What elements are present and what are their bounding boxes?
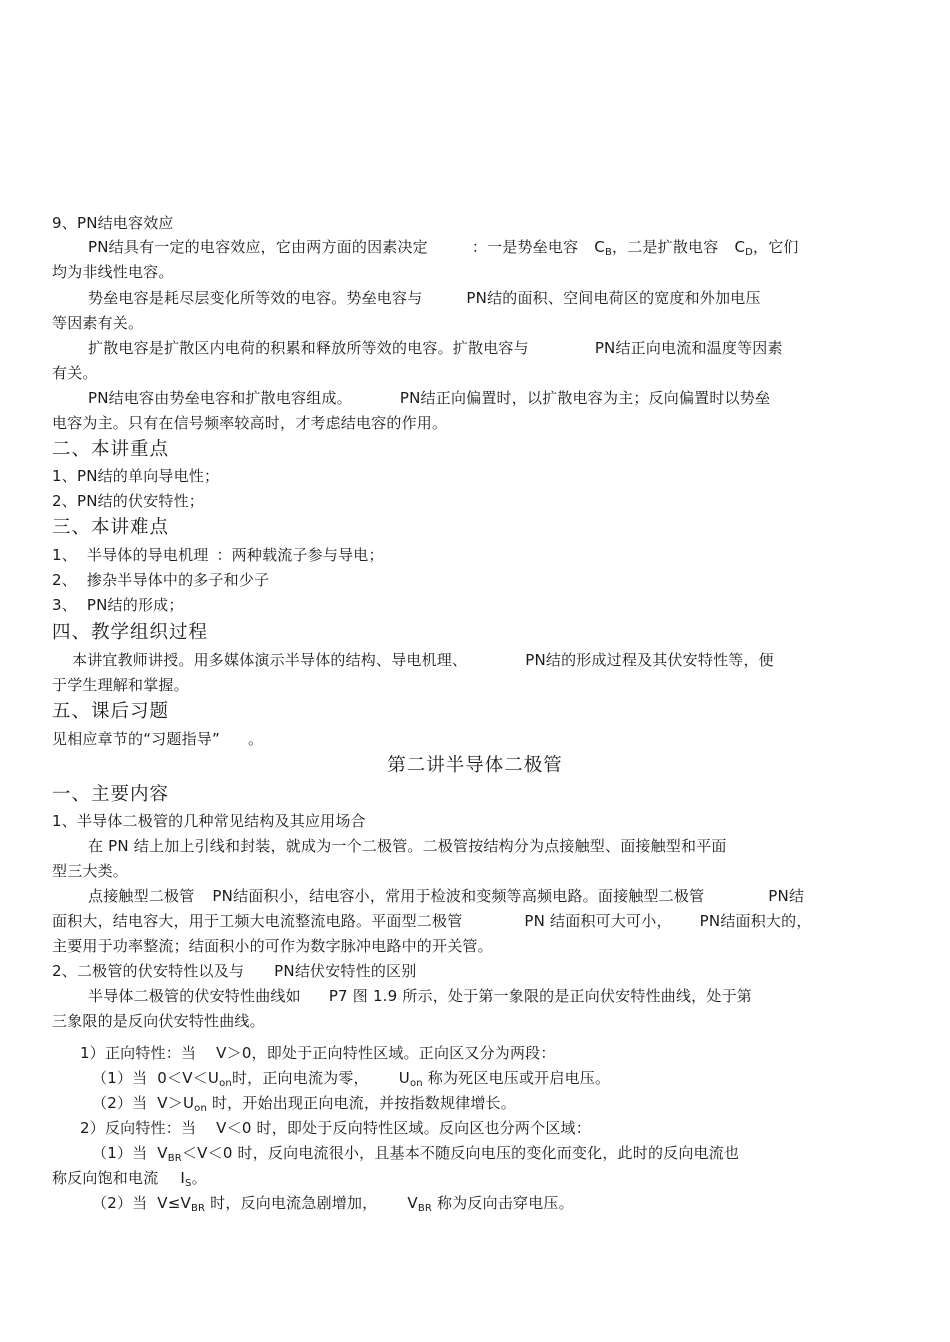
section-heading: 一、主要内容 [52, 784, 170, 805]
subsection-title: 2、二极管的伏安特性以及与 PN结伏安特性的区别 [52, 962, 417, 980]
paragraph-line: 面积大，结电容大，用于工频大电流整流电路。平面型二极管 PN 结面积可大可小， PN结面积大的， [52, 912, 812, 930]
list-item: 1、 半导体的导电机理 ：两种载流子参与导电； [52, 546, 384, 564]
paragraph-line: 本讲宜教师讲授。用多媒体演示半导体的结构、导电机理、 PN结的形成过程及其伏安特性等，便 [72, 651, 774, 669]
paragraph-line: （1）当 $V_{BR}<V<0$ 时，反向电流很小，且基本不随反向电压的变化而变化，此时的反向电流也 [92, 1144, 740, 1164]
section-heading: 二、本讲重点 [52, 439, 170, 460]
paragraph-line: 2）反向特性：当 V＜0 时，即处于反向特性区域。反向区也分两个区域： [80, 1119, 591, 1137]
paragraph-line: 电容为主。只有在信号频率较高时，才考虑结电容的作用。 [52, 414, 448, 432]
paragraph-line: 势垒电容是耗尽层变化所等效的电容。势垒电容与 PN结的面积、空间电荷区的宽度和外加电压 [88, 289, 761, 307]
paragraph-line: 称反向饱和电流 $I_S$。 [52, 1169, 207, 1189]
section-9-title: 9、PN结电容效应 [52, 214, 174, 232]
paragraph-line: PN结具有一定的电容效应，它由两方面的因素决定 ：一是势垒电容 $C_B$，二是扩散电容 $C_D$，它们 [88, 238, 799, 258]
paragraph-line: 扩散电容是扩散区内电荷的积累和释放所等效的电容。扩散电容与 PN结正向电流和温度等因素 [88, 339, 783, 357]
paragraph-line: （2）当 $V\le V_{BR}$ 时，反向电流急剧增加， $V_{BR}$ 称为反向击穿电压。 [92, 1194, 574, 1214]
list-item: 1、PN结的单向导电性； [52, 467, 220, 485]
paragraph-line: 半导体二极管的伏安特性曲线如 P7 图 1.9 所示，处于第一象限的是正向伏安特性曲线，处于第 [88, 987, 752, 1005]
paragraph-line: 于学生理解和掌握。 [52, 676, 189, 694]
paragraph-line: 在 PN 结上加上引线和封装，就成为一个二极管。二极管按结构分为点接触型、面接触型和平面 [88, 837, 727, 855]
paragraph-line: 见相应章节的“习题指导” 。 [52, 730, 264, 748]
subsection-title: 1、半导体二极管的几种常见结构及其应用场合 [52, 812, 366, 830]
paragraph-line: 有关。 [52, 364, 98, 382]
paragraph-line: 型三大类。 [52, 862, 129, 880]
lecture-title: 第二讲半导体二极管 [387, 755, 563, 776]
list-item: 2、 掺杂半导体中的多子和少子 [52, 571, 270, 589]
list-item: 2、PN结的伏安特性； [52, 492, 205, 510]
paragraph-line: 1）正向特性：当 V＞0，即处于正向特性区域。正向区又分为两段： [80, 1044, 556, 1062]
paragraph-line: （2）当 $V>U_{on}$ 时，开始出现正向电流，并按指数规律增长。 [92, 1094, 516, 1114]
paragraph-line: （1）当 $0<V<U_{on}$时，正向电流为零， $U_{on}$ 称为死区电压或开启电压。 [92, 1069, 611, 1089]
section-heading: 四、教学组织过程 [52, 622, 209, 643]
paragraph-line: PN结电容由势垒电容和扩散电容组成。 PN结正向偏置时，以扩散电容为主；反向偏置时以势垒 [88, 389, 771, 407]
section-heading: 三、本讲难点 [52, 517, 170, 538]
list-item: 3、 PN结的形成； [52, 596, 184, 614]
paragraph-line: 等因素有关。 [52, 314, 144, 332]
paragraph-line: 均为非线性电容。 [52, 263, 174, 281]
paragraph-line: 点接触型二极管 PN结面积小，结电容小，常用于检波和变频等高频电路。面接触型二极管 PN结 [88, 887, 805, 905]
paragraph-line: 三象限的是反向伏安特性曲线。 [52, 1012, 265, 1030]
paragraph-line: 主要用于功率整流；结面积小的可作为数字脉冲电路中的开关管。 [52, 937, 493, 955]
section-heading: 五、课后习题 [52, 701, 170, 722]
